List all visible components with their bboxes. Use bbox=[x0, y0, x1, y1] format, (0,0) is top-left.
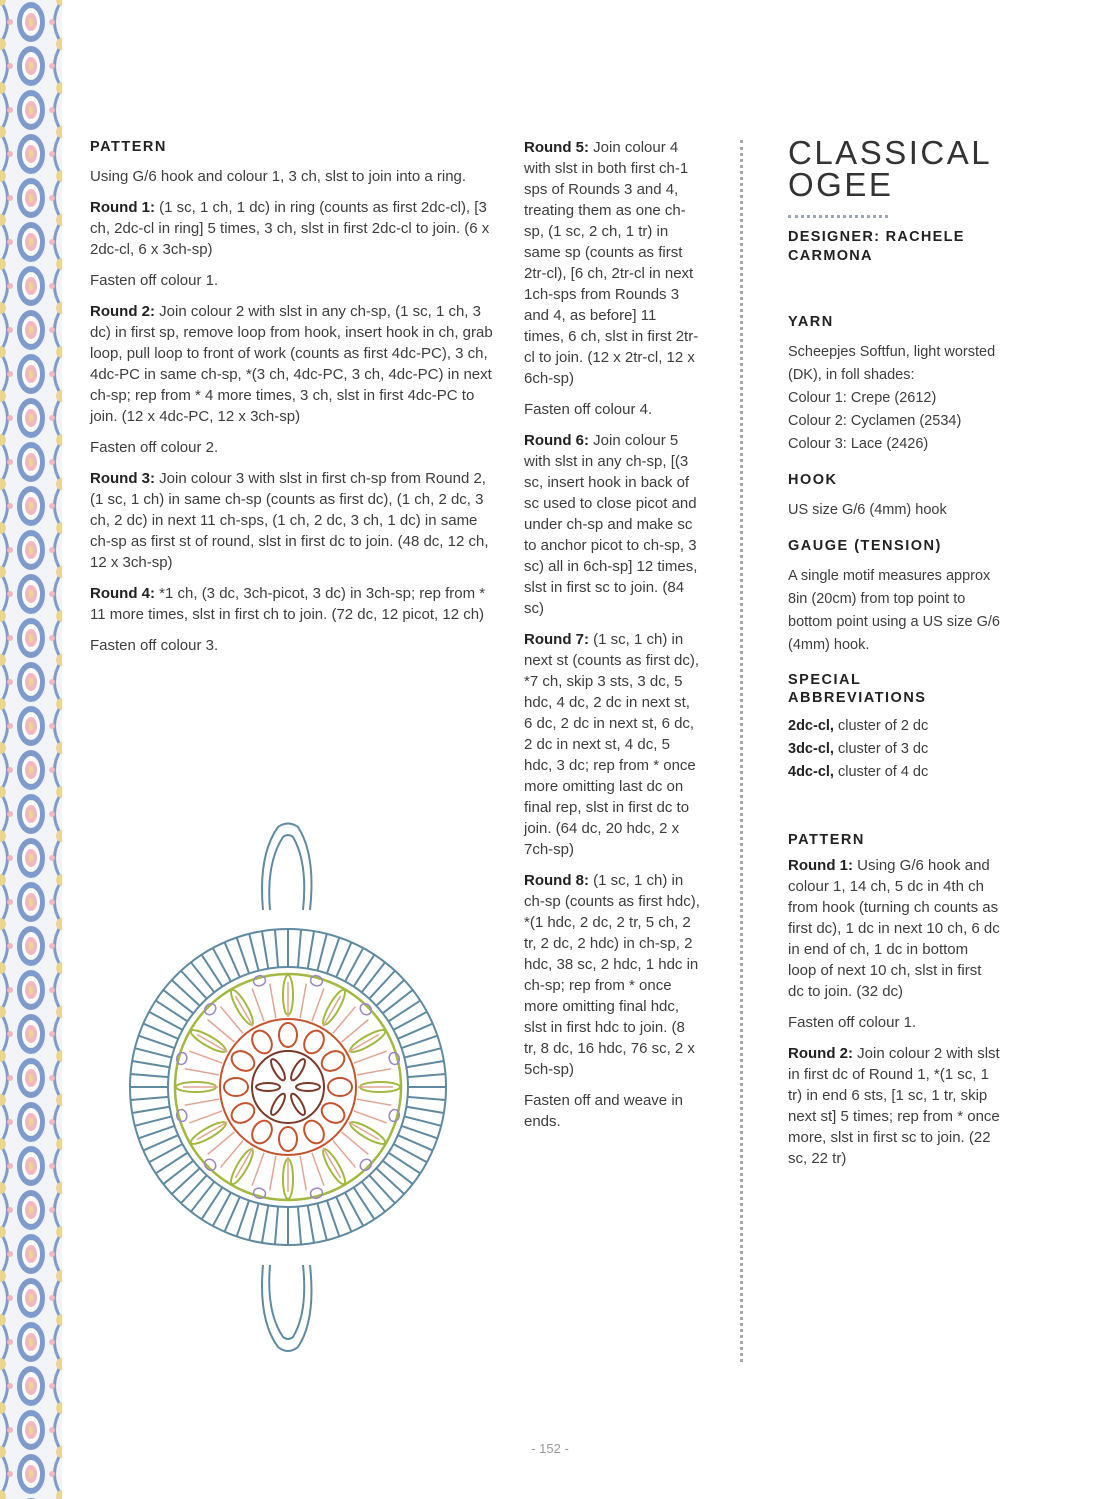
round-2-instruction: Round 2: Join colour 2 with slst in any ch-sp, (1 sc, 1 ch, 3 dc) in first sp, remove loop from hook, insert hook in ch, grab loop, pull loop to front of work (counts as first 4dc-PC), 3 ch, 4dc-PC in same ch-sp, *(3 ch, 4dc-PC, 3 ch, 4dc-PC) in next ch-sp; rep from * 4 more times, 3 ch, slst in first 4dc-PC to join. (12 x 4dc-PC, 12 x 3ch-sp) bbox=[90, 303, 493, 425]
salmon-stitch bbox=[333, 1007, 355, 1034]
sidebar-fasten-off-colour-1: Fasten off colour 1. bbox=[788, 1014, 917, 1031]
teal-stitch bbox=[406, 1107, 443, 1113]
teal-stitch bbox=[191, 962, 214, 992]
teal-stitch bbox=[369, 971, 395, 999]
teal-stitch bbox=[327, 938, 339, 974]
salmon-round-stitches bbox=[183, 982, 393, 1192]
gauge-heading: GAUGE (TENSION) bbox=[788, 538, 942, 554]
teal-stitch bbox=[172, 980, 200, 1006]
salmon-stitch bbox=[189, 1111, 222, 1123]
teal-stitch bbox=[172, 1168, 200, 1194]
teal-stitch bbox=[308, 1205, 314, 1242]
yarn-heading: YARN bbox=[788, 314, 834, 330]
fasten-off-colour-4: Fasten off colour 4. bbox=[524, 401, 653, 418]
teal-stitch bbox=[404, 1048, 441, 1057]
teal-stitch bbox=[404, 1116, 441, 1125]
pattern-heading-2: PATTERN bbox=[788, 832, 865, 848]
lavender-picot bbox=[202, 1001, 218, 1017]
fasten-off-colour-2: Fasten off colour 2. bbox=[90, 439, 219, 456]
salmon-stitch bbox=[342, 1020, 369, 1042]
gauge-details: A single motif measures approx 8in (20cm) from top point to bottom point using a US size G/6 (4mm) hook. bbox=[788, 568, 1000, 653]
center-cluster bbox=[269, 1092, 288, 1117]
abbreviations-list: 2dc-cl, cluster of 2 dc 3dc-cl, cluster of 3 dc 4dc-cl, cluster of 4 dc bbox=[788, 718, 929, 780]
salmon-stitch bbox=[357, 1069, 391, 1075]
teal-stitch bbox=[383, 1161, 413, 1184]
hanging-loop-tabs bbox=[262, 824, 312, 1352]
rust-popcorn bbox=[228, 1047, 258, 1075]
dotted-divider bbox=[740, 140, 743, 1362]
teal-stitch bbox=[317, 1203, 326, 1240]
decorative-border bbox=[0, 0, 62, 1499]
salmon-stitch bbox=[300, 1156, 306, 1190]
salmon-stitch bbox=[221, 1141, 243, 1168]
center-cluster bbox=[256, 1083, 280, 1091]
salmon-stitch bbox=[354, 1111, 387, 1123]
teal-stitch bbox=[237, 1200, 249, 1236]
teal-stitch bbox=[362, 1182, 385, 1212]
rust-popcorn bbox=[248, 1027, 276, 1057]
teal-stitch bbox=[237, 938, 249, 974]
teal-stitch bbox=[408, 1074, 446, 1077]
teal-stitch bbox=[376, 980, 404, 1006]
salmon-stitch bbox=[208, 1132, 235, 1154]
teal-stitch bbox=[163, 990, 193, 1013]
round-6-instruction: Round 6: Join colour 5 with slst in any ch-sp, [(3 sc, insert hook in back of sc used to close picot and under ch-sp and make sc to anchor picot to ch-sp, 3 sc) all in 6ch-sp] 12 times, slst in first sc to join. (84 sc) bbox=[524, 432, 698, 617]
fasten-off-colour-1: Fasten off colour 1. bbox=[90, 272, 219, 289]
round-1-instruction: Round 1: (1 sc, 1 ch, 1 dc) in ring (counts as first 2dc-cl), [3 ch, 2dc-cl in ring] 5 times, 3 ch, slst in first 2dc-cl to join. (6 x 2dc-cl, 6 x 3ch-sp) bbox=[90, 199, 490, 258]
teal-stitch bbox=[132, 1107, 169, 1113]
designer-credit: DESIGNER: RACHELE CARMONA bbox=[788, 229, 965, 264]
rust-popcorn bbox=[279, 1127, 297, 1151]
rust-popcorn bbox=[228, 1099, 258, 1127]
salmon-stitch bbox=[185, 1069, 219, 1075]
info-sidebar bbox=[788, 134, 1000, 1179]
salmon-stitch bbox=[221, 1007, 243, 1034]
round-3-instruction: Round 3: Join colour 3 with slst in first ch-sp from Round 2, (1 sc, 1 ch) in same ch-sp (counts as first dc), (1 ch, 2 dc, 3 ch, 2 dc) in next 11 ch-sps, (1 ch, 2 dc, 3 ch, 1 dc) in same ch-sp as first st of round, slst in first dc to join. (48 dc, 12 ch, 12 x 3ch-sp) bbox=[90, 470, 489, 571]
teal-stitch bbox=[131, 1074, 169, 1077]
teal-stitch bbox=[275, 930, 278, 968]
teal-stitch bbox=[262, 931, 268, 968]
rust-popcorn-round bbox=[224, 1023, 352, 1151]
pattern-column-2 bbox=[524, 137, 700, 1142]
round-4-instruction: Round 4: *1 ch, (3 dc, 3ch-picot, 3 dc) in 3ch-sp; rep from * 11 more times, slst in first ch to join. (72 dc, 12 picot, 12 ch) bbox=[90, 585, 486, 623]
rust-popcorn bbox=[224, 1078, 248, 1096]
teal-stitch bbox=[327, 1200, 339, 1236]
teal-stitch bbox=[181, 1175, 207, 1203]
lavender-picot bbox=[202, 1157, 218, 1173]
salmon-stitch bbox=[185, 1099, 219, 1105]
teal-stitch bbox=[131, 1097, 169, 1100]
lavender-picot bbox=[358, 1157, 374, 1173]
salmon-stitch bbox=[354, 1051, 387, 1063]
salmon-stitch bbox=[300, 984, 306, 1018]
hook-details: US size G/6 (4mm) hook bbox=[788, 502, 947, 518]
salmon-stitch bbox=[333, 1141, 355, 1168]
teal-stitch bbox=[139, 1036, 175, 1048]
pattern-column-1 bbox=[90, 137, 500, 666]
rust-popcorn bbox=[248, 1117, 276, 1147]
teal-stitch bbox=[298, 930, 301, 968]
salmon-stitch bbox=[252, 988, 264, 1021]
sidebar-round-2: Round 2: Join colour 2 with slst in first dc of Round 1, *(1 sc, 1 tr) in end 6 sts, [1 sc, 1 tr, skip next st] 5 times; rep from * once more, slst in first sc to join. (22 sc, 22 tr) bbox=[788, 1045, 1000, 1167]
teal-stitch bbox=[275, 1207, 278, 1245]
intro-text: Using G/6 hook and colour 1, 3 ch, slst to join into a ring. bbox=[90, 168, 467, 185]
abbreviations-heading: SPECIAL ABBREVIATIONS bbox=[788, 672, 927, 706]
teal-stitch bbox=[401, 1036, 437, 1048]
page-number: - 152 - bbox=[531, 1441, 569, 1456]
crochet-chart-diagram bbox=[78, 815, 468, 1360]
teal-stitch bbox=[408, 1097, 446, 1100]
teal-stitch bbox=[262, 1205, 268, 1242]
salmon-stitch bbox=[208, 1020, 235, 1042]
rust-popcorn bbox=[328, 1078, 352, 1096]
salmon-stitch bbox=[312, 1153, 324, 1186]
teal-stitch bbox=[317, 934, 326, 971]
teal-stitch bbox=[298, 1207, 301, 1245]
sidebar-round-1: Round 1: Using G/6 hook and colour 1, 14 ch, 5 dc in 4th ch from hook (turning ch counts as first dc), 1 dc in next 10 ch, 6 dc in end of ch, 1 dc in bottom loop of next 10 ch, slst in first dc to join. (32 dc) bbox=[788, 857, 1000, 1000]
salmon-stitch bbox=[189, 1051, 222, 1063]
teal-stitch bbox=[401, 1126, 437, 1138]
teal-stitch bbox=[369, 1175, 395, 1203]
rust-popcorn bbox=[318, 1047, 348, 1075]
center-cluster bbox=[269, 1057, 288, 1082]
salmon-stitch bbox=[312, 988, 324, 1021]
salmon-stitch bbox=[270, 984, 276, 1018]
teal-stitch bbox=[139, 1126, 175, 1138]
rust-popcorn bbox=[300, 1117, 328, 1147]
teal-stitch bbox=[249, 934, 258, 971]
hook-heading: HOOK bbox=[788, 472, 838, 488]
teal-stitch bbox=[132, 1061, 169, 1067]
teal-stitch bbox=[383, 990, 413, 1013]
center-cluster bbox=[296, 1083, 320, 1091]
salmon-stitch bbox=[252, 1153, 264, 1186]
teal-stitch bbox=[376, 1168, 404, 1194]
salmon-stitch bbox=[270, 1156, 276, 1190]
teal-stitch bbox=[406, 1061, 443, 1067]
round-7-instruction: Round 7: (1 sc, 1 ch) in next st (counts as first dc), *7 ch, skip 3 sts, 3 dc, 5 hdc, 4 dc, 2 dc in next st, 6 dc, 2 dc in next st, 6 dc, 2 dc in next st, 4 dc, 5 hdc, 3 dc; rep from * once more omitting last dc on final rep, slst in first dc to join. (64 dc, 20 hdc, 2 x 7ch-sp) bbox=[524, 631, 700, 858]
round-5-instruction: Round 5: Join colour 4 with slst in both first ch-1 sps of Rounds 3 and 4, treating them as one ch-sp, (1 sc, 2 ch, 1 tr) in same sp (counts as first 2tr-cl), [6 ch, 2tr-cl in next 1ch-sps from Rounds 3 and 4, as before] 11 times, 6 ch, slst in first 2tr-cl to join. (12 x 2tr-cl, 12 x 6ch-sp) bbox=[524, 139, 699, 387]
page-title: CLASSICAL OGEE bbox=[788, 134, 993, 203]
teal-stitch bbox=[191, 1182, 214, 1212]
rust-popcorn bbox=[300, 1027, 328, 1057]
fasten-off-colour-3: Fasten off colour 3. bbox=[90, 637, 219, 654]
round-8-instruction: Round 8: (1 sc, 1 ch) in ch-sp (counts as first hdc), *(1 hdc, 2 dc, 2 tr, 5 ch, 2 tr, 2 dc, 2 hdc) in ch-sp, 2 hdc, 38 sc, 2 hdc, 1 hdc in ch-sp; rep from * once more omitting final hdc, slst in first hdc to join. (8 tr, 8 dc, 16 hdc, 76 sc, 2 x 5ch-sp) bbox=[524, 872, 700, 1078]
teal-stitch bbox=[308, 931, 314, 968]
teal-stitch bbox=[181, 971, 207, 999]
outer-teal-round bbox=[130, 929, 446, 1245]
center-cluster bbox=[289, 1057, 308, 1082]
teal-stitch bbox=[163, 1161, 193, 1184]
salmon-stitch bbox=[342, 1132, 369, 1154]
yarn-details: Scheepjes Softfun, light worsted (DK), in foll shades: Colour 1: Crepe (2612) Colour 2: Cyclamen (2534) Colour 3: Lace (2426) bbox=[788, 344, 996, 452]
center-ring-clusters bbox=[256, 1057, 320, 1116]
teal-stitch bbox=[135, 1048, 172, 1057]
lavender-picot bbox=[358, 1001, 374, 1017]
rust-popcorn bbox=[318, 1099, 348, 1127]
pattern-heading: PATTERN bbox=[90, 139, 167, 155]
salmon-stitch bbox=[357, 1099, 391, 1105]
title-dotted-rule bbox=[788, 215, 888, 218]
center-cluster bbox=[289, 1092, 308, 1117]
teal-stitch bbox=[249, 1203, 258, 1240]
rust-popcorn bbox=[279, 1023, 297, 1047]
teal-stitch bbox=[362, 962, 385, 992]
fasten-off-final: Fasten off and weave in ends. bbox=[524, 1092, 683, 1130]
teal-stitch bbox=[135, 1116, 172, 1125]
